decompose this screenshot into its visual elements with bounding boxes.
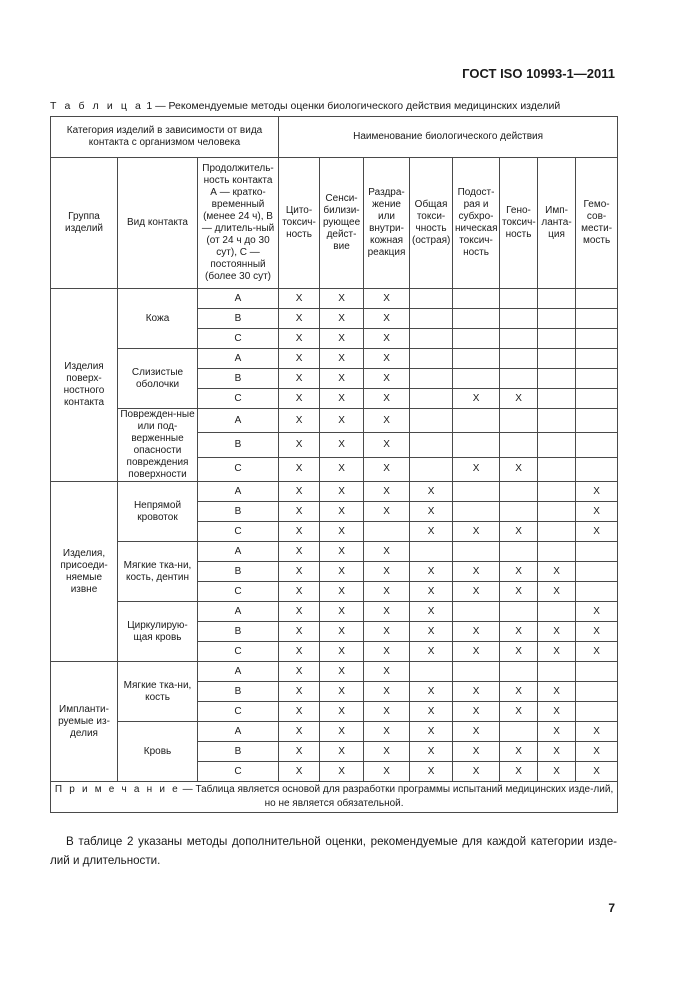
contact-type-cell: Мягкие тка-ни, кость, дентин (118, 542, 198, 602)
table-row (51, 662, 618, 682)
mark-cell: X (500, 682, 538, 702)
page-number: 7 (608, 901, 615, 915)
mark-cell (453, 482, 500, 502)
mark-cell (538, 309, 576, 329)
mark-cell: X (320, 522, 364, 542)
mark-cell (500, 409, 538, 433)
mark-cell (576, 582, 618, 602)
effect-header-cell: Подост-рая и субхро-ническая токсич-ность (453, 158, 500, 289)
duration-cell: А (198, 409, 279, 433)
duration-cell: В (198, 433, 279, 457)
mark-cell (538, 389, 576, 409)
mark-cell (538, 329, 576, 349)
mark-cell: X (453, 582, 500, 602)
duration-cell: С (198, 329, 279, 349)
mark-cell (538, 662, 576, 682)
mark-cell (538, 433, 576, 457)
mark-cell: X (410, 622, 453, 642)
table-note (51, 782, 618, 813)
mark-cell (500, 369, 538, 389)
table-row (51, 349, 618, 369)
table-row (51, 602, 618, 622)
mark-cell: X (453, 682, 500, 702)
mark-cell: X (279, 562, 320, 582)
contact-type-cell: Кожа (118, 289, 198, 349)
duration-cell: А (198, 482, 279, 502)
mark-cell (364, 522, 410, 542)
mark-cell: X (410, 762, 453, 782)
duration-cell: В (198, 369, 279, 389)
mark-cell: X (320, 662, 364, 682)
mark-cell: X (500, 622, 538, 642)
mark-cell: X (500, 642, 538, 662)
mark-cell (500, 433, 538, 457)
mark-cell: X (500, 762, 538, 782)
mark-cell: X (320, 433, 364, 457)
mark-cell: X (320, 602, 364, 622)
mark-cell (500, 482, 538, 502)
mark-cell: X (279, 642, 320, 662)
mark-cell: X (453, 622, 500, 642)
mark-cell: X (453, 702, 500, 722)
effect-header-cell: Гемо-сов-мести-мость (576, 158, 618, 289)
mark-cell: X (364, 502, 410, 522)
mark-cell (453, 309, 500, 329)
mark-cell: X (320, 622, 364, 642)
duration-cell: В (198, 682, 279, 702)
mark-cell: X (453, 722, 500, 742)
mark-cell: X (320, 329, 364, 349)
mark-cell (538, 409, 576, 433)
mark-cell: X (320, 482, 364, 502)
contact-type-cell: Непрямой кровоток (118, 482, 198, 542)
mark-cell: X (364, 742, 410, 762)
mark-cell (576, 409, 618, 433)
mark-cell: X (364, 409, 410, 433)
group-cell: Импланти-руемые из-делия (51, 662, 118, 782)
group-cell: Изделия, присоеди-няемые извне (51, 482, 118, 662)
mark-cell: X (320, 409, 364, 433)
mark-cell: X (576, 602, 618, 622)
contact-type-cell: Поврежден-ные или под-верженные опасности повреждения поверхности (118, 409, 198, 482)
mark-cell: X (453, 742, 500, 762)
category-header: Категория изделий в зависимости от вида контакта с организмом человека (51, 117, 279, 158)
mark-cell: X (410, 582, 453, 602)
duration-cell: В (198, 622, 279, 642)
mark-cell: X (364, 662, 410, 682)
table-caption-lead: Т а б л и ц а (50, 100, 144, 112)
duration-cell: А (198, 349, 279, 369)
mark-cell: X (410, 642, 453, 662)
mark-cell (500, 542, 538, 562)
mark-cell (410, 457, 453, 481)
mark-cell: X (320, 309, 364, 329)
mark-cell: X (279, 662, 320, 682)
mark-cell: X (364, 482, 410, 502)
effect-header-cell: Раздра-жение или внутри-кожная реакция (364, 158, 410, 289)
mark-cell: X (410, 482, 453, 502)
mark-cell: X (364, 682, 410, 702)
mark-cell: X (500, 702, 538, 722)
col-contact-header: Вид контакта (118, 158, 198, 289)
mark-cell (576, 309, 618, 329)
mark-cell: X (500, 582, 538, 602)
mark-cell: X (576, 742, 618, 762)
mark-cell (538, 349, 576, 369)
table-row (51, 289, 618, 309)
mark-cell: X (576, 622, 618, 642)
mark-cell: X (279, 722, 320, 742)
mark-cell (500, 349, 538, 369)
mark-cell: X (410, 702, 453, 722)
mark-cell (500, 662, 538, 682)
duration-cell: В (198, 562, 279, 582)
mark-cell: X (410, 522, 453, 542)
mark-cell: X (364, 369, 410, 389)
mark-cell: X (279, 602, 320, 622)
duration-cell: В (198, 742, 279, 762)
mark-cell: X (320, 742, 364, 762)
mark-cell: X (538, 582, 576, 602)
mark-cell: X (500, 457, 538, 481)
mark-cell (538, 457, 576, 481)
mark-cell: X (364, 329, 410, 349)
mark-cell (410, 309, 453, 329)
mark-cell (576, 542, 618, 562)
mark-cell: X (538, 722, 576, 742)
duration-cell: В (198, 502, 279, 522)
mark-cell: X (320, 642, 364, 662)
mark-cell (453, 602, 500, 622)
mark-cell (576, 682, 618, 702)
mark-cell (410, 433, 453, 457)
mark-cell: X (279, 309, 320, 329)
mark-cell (500, 602, 538, 622)
mark-cell (538, 502, 576, 522)
col-group-header: Группа изделий (51, 158, 118, 289)
mark-cell (576, 369, 618, 389)
mark-cell (576, 562, 618, 582)
contact-type-cell: Циркулирую-щая кровь (118, 602, 198, 662)
mark-cell: X (410, 502, 453, 522)
mark-cell: X (279, 702, 320, 722)
mark-cell: X (320, 369, 364, 389)
mark-cell (500, 309, 538, 329)
mark-cell: X (500, 742, 538, 762)
mark-cell: X (364, 722, 410, 742)
effect-header: Наименование биологического действия (279, 117, 618, 158)
mark-cell (453, 369, 500, 389)
mark-cell (538, 482, 576, 502)
mark-cell (453, 433, 500, 457)
mark-cell: X (364, 622, 410, 642)
mark-cell: X (364, 433, 410, 457)
mark-cell: X (576, 482, 618, 502)
mark-cell: X (453, 457, 500, 481)
mark-cell: X (364, 389, 410, 409)
mark-cell: X (410, 562, 453, 582)
table-note-lead: П р и м е ч а н и е (54, 784, 180, 795)
mark-cell: X (320, 349, 364, 369)
mark-cell: X (279, 457, 320, 481)
mark-cell: X (453, 389, 500, 409)
mark-cell: X (500, 562, 538, 582)
mark-cell: X (279, 433, 320, 457)
mark-cell: X (364, 702, 410, 722)
table-caption-text: 1 — Рекомендуемые методы оценки биологического действия медицинских изделий (143, 100, 561, 112)
mark-cell: X (364, 542, 410, 562)
mark-cell (576, 289, 618, 309)
duration-cell: С (198, 642, 279, 662)
mark-cell: X (279, 369, 320, 389)
duration-cell: В (198, 309, 279, 329)
mark-cell: X (538, 702, 576, 722)
mark-cell: X (576, 762, 618, 782)
duration-cell: С (198, 702, 279, 722)
mark-cell: X (364, 562, 410, 582)
mark-cell: X (279, 482, 320, 502)
duration-cell: А (198, 662, 279, 682)
table-row (51, 542, 618, 562)
mark-cell (410, 662, 453, 682)
mark-cell (576, 389, 618, 409)
col-duration-header: Продолжитель-ность контакта А — кратко-временный (менее 24 ч), В — длитель-ный (от 24 ч до 30 сут), С — постоянный (более 30 сут) (198, 158, 279, 289)
mark-cell (576, 349, 618, 369)
group-cell: Изделия поверх-ностного контакта (51, 289, 118, 482)
duration-cell: С (198, 582, 279, 602)
mark-cell (410, 349, 453, 369)
mark-cell (576, 433, 618, 457)
mark-cell: X (320, 722, 364, 742)
mark-cell: X (279, 522, 320, 542)
mark-cell (453, 409, 500, 433)
mark-cell (410, 329, 453, 349)
evaluation-table (50, 116, 618, 813)
mark-cell (453, 662, 500, 682)
mark-cell: X (279, 682, 320, 702)
duration-cell: А (198, 289, 279, 309)
mark-cell (538, 602, 576, 622)
contact-type-cell: Слизистые оболочки (118, 349, 198, 409)
duration-cell: А (198, 602, 279, 622)
mark-cell: X (279, 389, 320, 409)
mark-cell: X (320, 562, 364, 582)
mark-cell: X (500, 522, 538, 542)
document-id: ГОСТ ISO 10993-1—2011 (462, 66, 615, 81)
duration-cell: С (198, 389, 279, 409)
mark-cell: X (320, 542, 364, 562)
mark-cell: X (279, 742, 320, 762)
duration-cell: С (198, 457, 279, 481)
mark-cell: X (279, 349, 320, 369)
mark-cell: X (538, 762, 576, 782)
mark-cell: X (576, 642, 618, 662)
effect-header-cell: Гено-токсич-ность (500, 158, 538, 289)
mark-cell: X (364, 289, 410, 309)
mark-cell: X (364, 582, 410, 602)
mark-cell: X (320, 702, 364, 722)
mark-cell (576, 457, 618, 481)
mark-cell (453, 289, 500, 309)
mark-cell (538, 542, 576, 562)
table-caption (50, 100, 560, 112)
table-row (51, 722, 618, 742)
mark-cell: X (279, 622, 320, 642)
mark-cell (576, 329, 618, 349)
effect-header-cell: Имп-ланта-ция (538, 158, 576, 289)
effect-header-cell: Цито-токсич-ность (279, 158, 320, 289)
mark-cell: X (320, 682, 364, 702)
mark-cell: X (279, 409, 320, 433)
mark-cell: X (410, 742, 453, 762)
duration-cell: А (198, 542, 279, 562)
mark-cell (500, 722, 538, 742)
table-note-text: — Таблица является основой для разработки программы испытаний медицинских изде-лий, но не является обязательной. (179, 784, 614, 809)
mark-cell: X (279, 762, 320, 782)
mark-cell: X (279, 289, 320, 309)
mark-cell: X (538, 622, 576, 642)
mark-cell: X (538, 642, 576, 662)
mark-cell: X (320, 389, 364, 409)
mark-cell (453, 502, 500, 522)
mark-cell: X (320, 289, 364, 309)
mark-cell: X (453, 762, 500, 782)
mark-cell (576, 662, 618, 682)
mark-cell: X (538, 562, 576, 582)
mark-cell: X (364, 457, 410, 481)
mark-cell: X (576, 522, 618, 542)
duration-cell: С (198, 522, 279, 542)
mark-cell: X (320, 762, 364, 782)
mark-cell (538, 289, 576, 309)
mark-cell (538, 369, 576, 389)
mark-cell (410, 542, 453, 562)
table-row (51, 482, 618, 502)
mark-cell (410, 409, 453, 433)
mark-cell (500, 289, 538, 309)
mark-cell: X (364, 309, 410, 329)
mark-cell (453, 542, 500, 562)
mark-cell: X (453, 522, 500, 542)
mark-cell (576, 702, 618, 722)
duration-cell: С (198, 762, 279, 782)
mark-cell: X (364, 349, 410, 369)
mark-cell: X (538, 742, 576, 762)
mark-cell (410, 369, 453, 389)
mark-cell: X (279, 542, 320, 562)
mark-cell: X (453, 642, 500, 662)
mark-cell (453, 329, 500, 349)
mark-cell: X (500, 389, 538, 409)
table-row (51, 409, 618, 433)
mark-cell: X (279, 329, 320, 349)
mark-cell: X (410, 602, 453, 622)
mark-cell (538, 522, 576, 542)
mark-cell (500, 502, 538, 522)
mark-cell: X (320, 457, 364, 481)
mark-cell: X (364, 642, 410, 662)
mark-cell: X (364, 762, 410, 782)
mark-cell (410, 289, 453, 309)
mark-cell: X (410, 682, 453, 702)
mark-cell: X (538, 682, 576, 702)
contact-type-cell: Кровь (118, 722, 198, 782)
mark-cell: X (410, 722, 453, 742)
mark-cell: X (279, 582, 320, 602)
mark-cell: X (320, 502, 364, 522)
effect-header-cell: Общая токси-чность (острая) (410, 158, 453, 289)
duration-cell: А (198, 722, 279, 742)
mark-cell: X (453, 562, 500, 582)
body-paragraph: В таблице 2 указаны методы дополнительной оценки, рекомендуемые для каждой категории изде-лий и длительности. (50, 835, 617, 867)
mark-cell: X (279, 502, 320, 522)
mark-cell (410, 389, 453, 409)
mark-cell: X (576, 722, 618, 742)
mark-cell: X (320, 582, 364, 602)
mark-cell (453, 349, 500, 369)
mark-cell: X (576, 502, 618, 522)
effect-header-cell: Сенси-билизи-рующее дейст-вие (320, 158, 364, 289)
mark-cell: X (364, 602, 410, 622)
mark-cell (500, 329, 538, 349)
contact-type-cell: Мягкие тка-ни, кость (118, 662, 198, 722)
